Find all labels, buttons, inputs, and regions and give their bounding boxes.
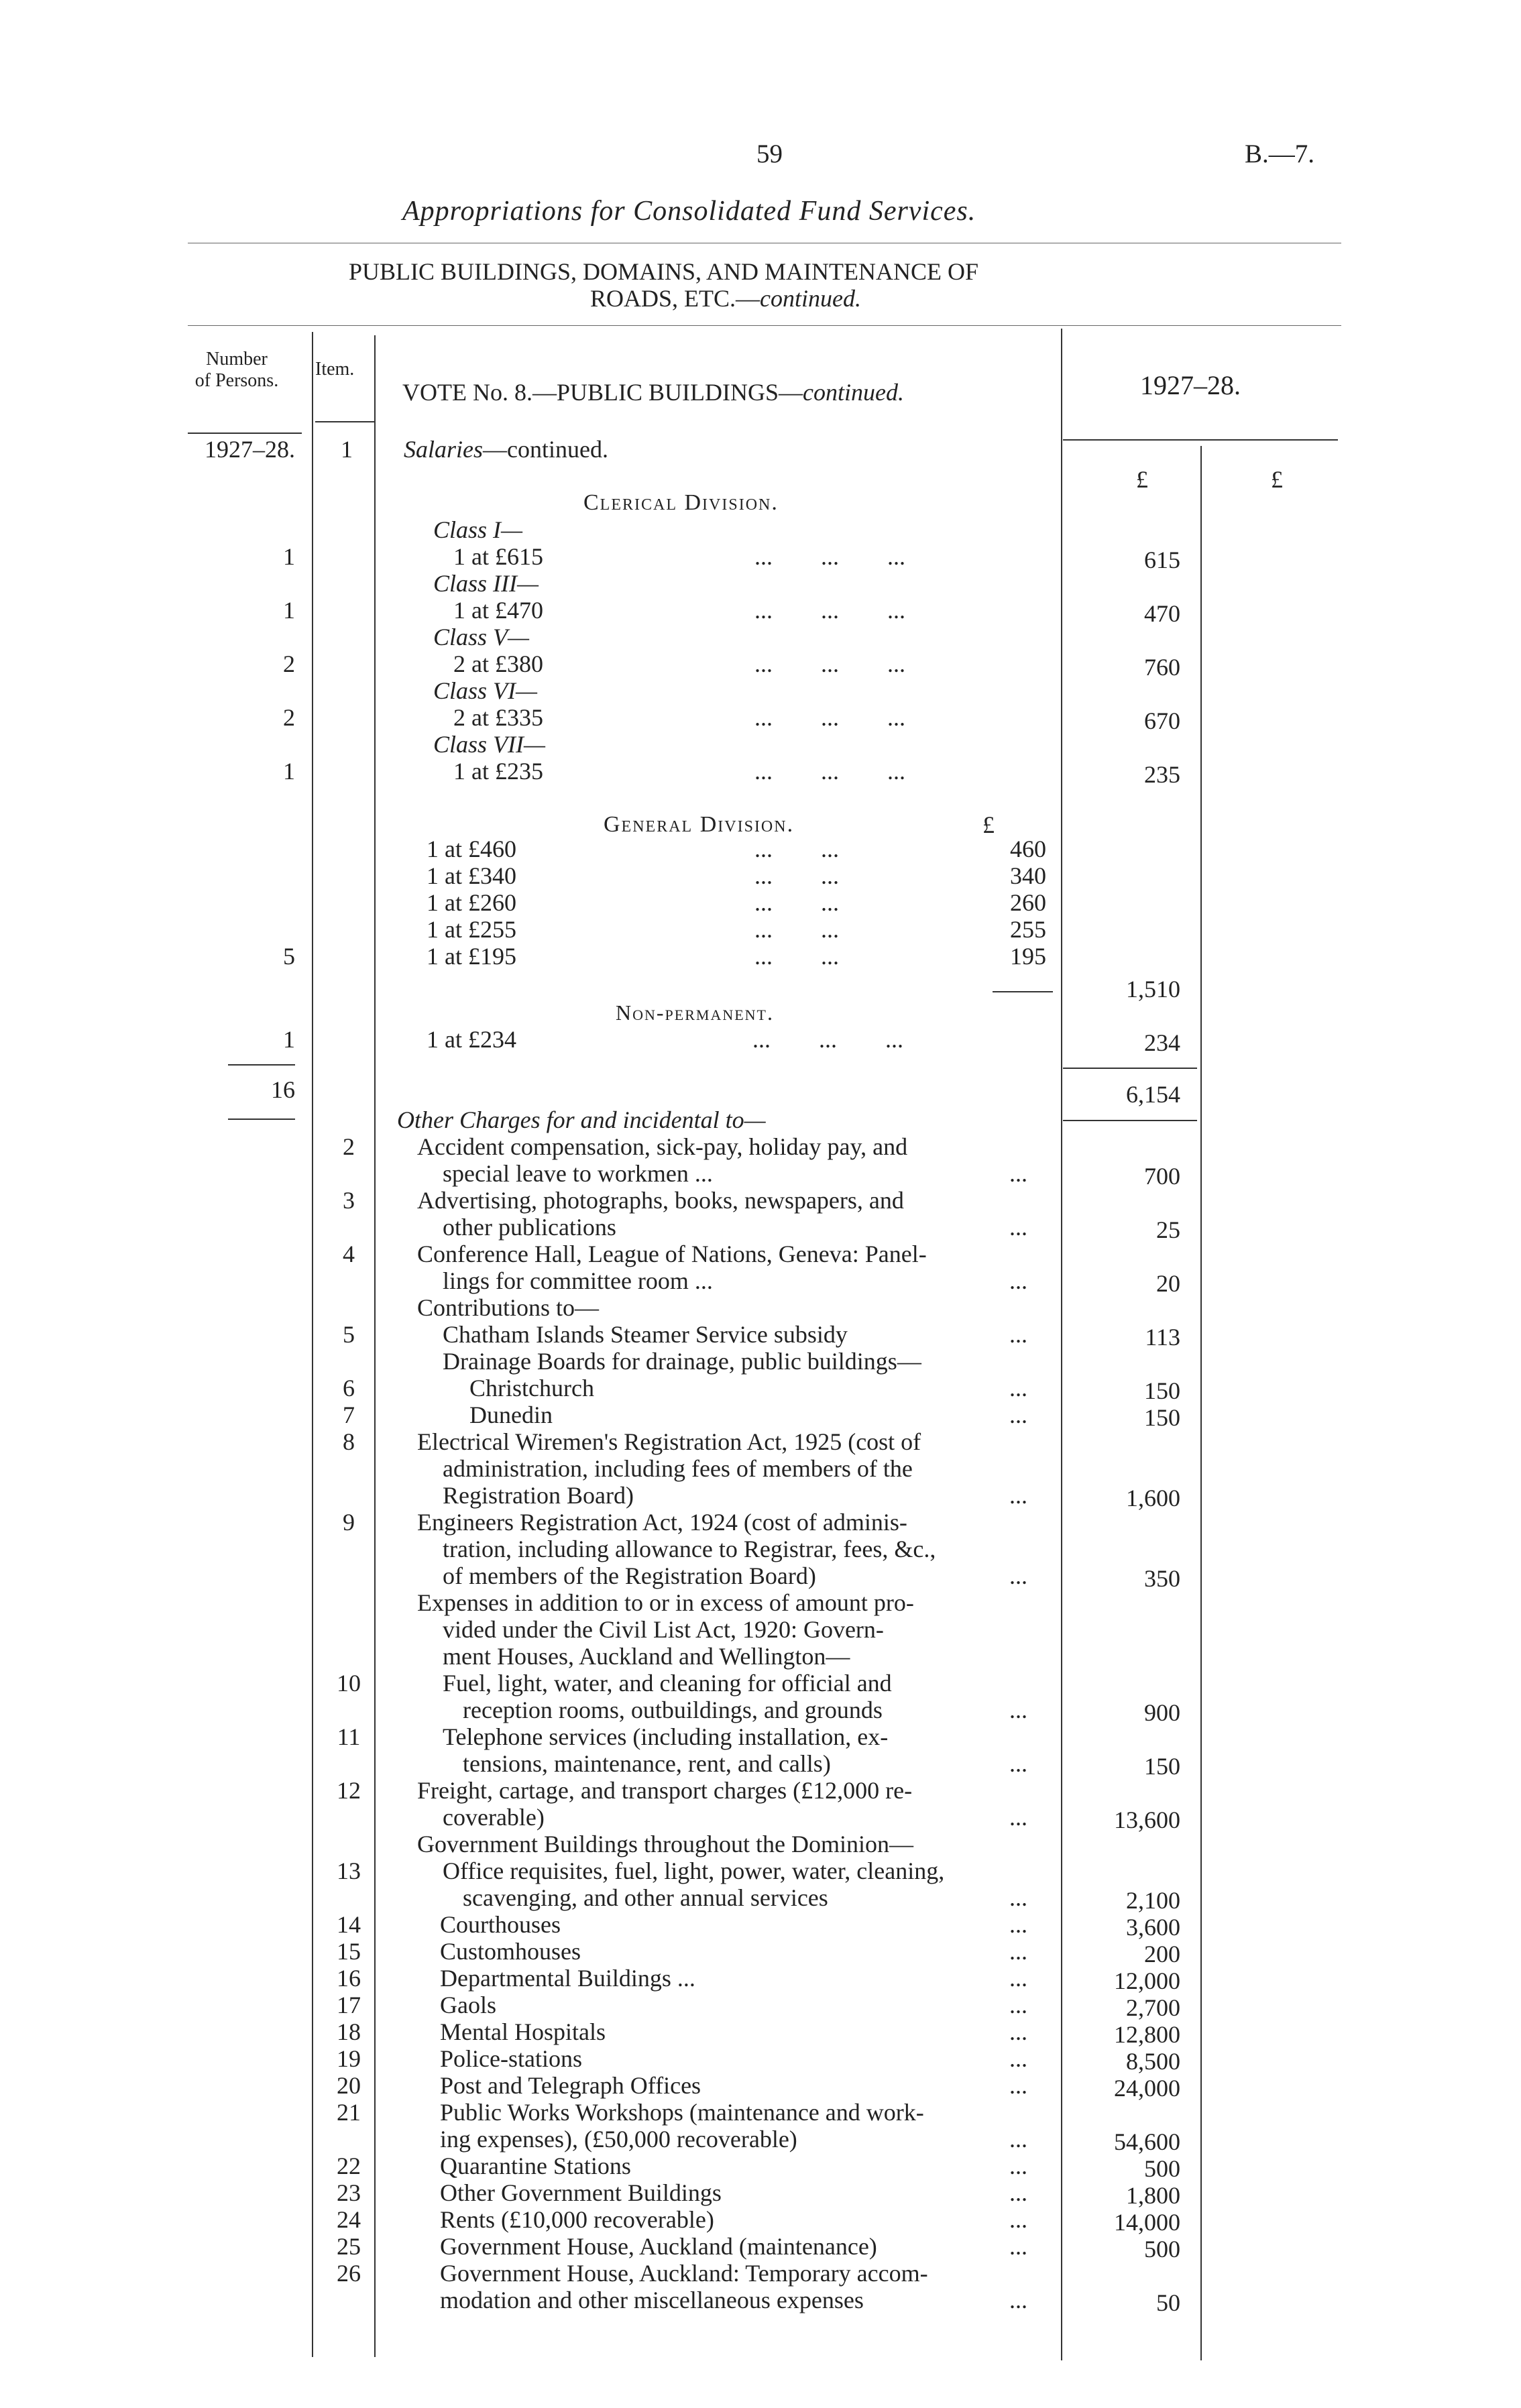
charge-description: Chatham Islands Steamer Service subsidy bbox=[443, 1321, 848, 1348]
section-title-line1: PUBLIC BUILDINGS, DOMAINS, AND MAINTENANCE OF bbox=[349, 258, 979, 285]
dot-leader: ... ... bbox=[754, 889, 839, 916]
persons-header bbox=[180, 349, 294, 392]
header-rule bbox=[188, 325, 1341, 326]
charge-description: Post and Telegraph Offices bbox=[440, 2072, 701, 2099]
charge-description: Contributions to— bbox=[417, 1294, 600, 1321]
charge-description: Freight, cartage, and transport charges (£12,000 re- bbox=[417, 1777, 913, 1804]
clerical-amount: 235 bbox=[1144, 761, 1180, 788]
amount-total-rule-top bbox=[1063, 1068, 1197, 1069]
general-line: 1 at £260 bbox=[427, 889, 516, 916]
dot-leader: ... ... ... bbox=[754, 543, 905, 570]
persons-year: 1927–28. bbox=[205, 436, 295, 463]
charge-amount: 500 bbox=[1144, 2155, 1180, 2182]
general-line: 1 at £460 bbox=[427, 836, 516, 862]
charge-amount: 900 bbox=[1144, 1699, 1180, 1726]
section-title-main: ROADS, ETC.— bbox=[590, 285, 760, 312]
general-line: 1 at £195 bbox=[427, 943, 516, 970]
item-number: 14 bbox=[337, 1911, 361, 1938]
dot-leader: ... bbox=[1009, 1214, 1027, 1241]
charge-description: Advertising, photographs, books, newspapers, and bbox=[417, 1187, 904, 1214]
charge-description: tration, including allowance to Registrar, fees, &c., bbox=[443, 1536, 936, 1562]
charge-amount: 24,000 bbox=[1114, 2075, 1180, 2102]
dot-leader: ... ... ... bbox=[754, 650, 905, 677]
dot-leader: ... bbox=[1009, 1992, 1027, 2018]
charge-description: Conference Hall, League of Nations, Geneva: Panel- bbox=[417, 1241, 927, 1267]
item-number: 26 bbox=[337, 2260, 361, 2287]
charge-description: Departmental Buildings ... bbox=[440, 1965, 695, 1992]
class-label: Class VI— bbox=[433, 677, 538, 704]
dot-leader: ... bbox=[1009, 1160, 1027, 1187]
charge-amount: 150 bbox=[1144, 1404, 1180, 1431]
item-number: 19 bbox=[337, 2045, 361, 2072]
pound-sign-2: £ bbox=[1271, 466, 1283, 493]
charge-description: Government Buildings throughout the Dominion— bbox=[417, 1831, 913, 1857]
item-number: 16 bbox=[337, 1965, 361, 1992]
year-header: 1927–28. bbox=[1140, 370, 1241, 400]
clerical-line: 1 at £470 bbox=[453, 597, 543, 624]
dot-leader: ... ... bbox=[754, 836, 839, 862]
general-division-heading: General Division. bbox=[604, 812, 795, 837]
dot-leader: ... bbox=[1009, 1965, 1027, 1992]
clerical-persons: 2 bbox=[283, 650, 295, 677]
item-number: 4 bbox=[343, 1241, 355, 1267]
charge-amount: 12,800 bbox=[1114, 2021, 1180, 2048]
total-amount: 6,154 bbox=[1126, 1081, 1180, 1108]
dot-leader: ... bbox=[1009, 1750, 1027, 1777]
class-label: Class V— bbox=[433, 624, 530, 650]
item-number: 8 bbox=[343, 1428, 355, 1455]
charge-description: Police-stations bbox=[440, 2045, 582, 2072]
pound-sign-1: £ bbox=[1136, 466, 1148, 493]
item-number: 11 bbox=[337, 1723, 361, 1750]
charge-amount: 14,000 bbox=[1114, 2209, 1180, 2236]
page-number: 59 bbox=[756, 139, 783, 168]
item-header: Item. bbox=[315, 359, 355, 380]
charge-description: Quarantine Stations bbox=[440, 2153, 631, 2179]
charge-amount: 500 bbox=[1144, 2236, 1180, 2262]
class-label: Class I— bbox=[433, 516, 523, 543]
charge-amount: 12,000 bbox=[1114, 1967, 1180, 1994]
general-total: 1,510 bbox=[1126, 976, 1180, 1002]
charge-description: of members of the Registration Board) bbox=[443, 1562, 816, 1589]
item-number: 18 bbox=[337, 2018, 361, 2045]
total-persons: 16 bbox=[271, 1076, 295, 1103]
item-number: 22 bbox=[337, 2153, 361, 2179]
charge-description: reception rooms, outbuildings, and grounds bbox=[463, 1697, 883, 1723]
item-number: 2 bbox=[343, 1133, 355, 1160]
charge-amount: 3,600 bbox=[1126, 1914, 1180, 1941]
clerical-amount: 615 bbox=[1144, 547, 1180, 573]
dot-leader: ... bbox=[1009, 2126, 1027, 2153]
dot-leader: ... bbox=[1009, 2018, 1027, 2045]
nonpermanent-amount: 234 bbox=[1144, 1029, 1180, 1056]
dot-leader: ... bbox=[1009, 2045, 1027, 2072]
charge-description: Other Government Buildings bbox=[440, 2179, 722, 2206]
dot-leader: ... bbox=[1009, 2233, 1027, 2260]
item-number: 25 bbox=[337, 2233, 361, 2260]
general-value: 195 bbox=[1010, 943, 1046, 970]
charge-description: Drainage Boards for drainage, public buildings— bbox=[443, 1348, 921, 1375]
charge-description: Government House, Auckland (maintenance) bbox=[440, 2233, 877, 2260]
nonpermanent-line: 1 at £234 bbox=[427, 1026, 516, 1053]
amount-total-rule-bottom bbox=[1063, 1120, 1197, 1121]
dot-leader: ... bbox=[1009, 2287, 1027, 2313]
item-number: 23 bbox=[337, 2179, 361, 2206]
charge-description: Expenses in addition to or in excess of amount pro- bbox=[417, 1589, 914, 1616]
persons-item-rule bbox=[312, 332, 313, 2357]
charge-description: Government House, Auckland: Temporary accom- bbox=[440, 2260, 928, 2287]
persons-total-rule-top bbox=[228, 1064, 295, 1066]
dot-leader: ... bbox=[1009, 2072, 1027, 2099]
persons-header-line1: Number bbox=[206, 349, 268, 369]
dot-leader: ... ... bbox=[754, 916, 839, 943]
charge-description: Customhouses bbox=[440, 1938, 581, 1965]
charge-description: Office requisites, fuel, light, power, water, cleaning, bbox=[443, 1857, 945, 1884]
charge-description: Fuel, light, water, and cleaning for official and bbox=[443, 1670, 892, 1697]
persons-header-line2: of Persons. bbox=[194, 370, 279, 391]
general-subtotal-rule bbox=[993, 991, 1053, 992]
item-number: 6 bbox=[343, 1375, 355, 1401]
charge-description: coverable) bbox=[443, 1804, 545, 1831]
item-number: 24 bbox=[337, 2206, 361, 2233]
clerical-amount: 670 bbox=[1144, 707, 1180, 734]
nonpermanent-leader: ... ... ... bbox=[752, 1026, 903, 1053]
item-number: 13 bbox=[337, 1857, 361, 1884]
charge-amount: 25 bbox=[1156, 1216, 1180, 1243]
charge-description: Dunedin bbox=[469, 1401, 553, 1428]
amount-column-rule bbox=[1200, 446, 1202, 2360]
charge-description: Telephone services (including installation, ex- bbox=[443, 1723, 889, 1750]
page-title: Appropriations for Consolidated Fund Services. bbox=[402, 196, 976, 227]
item-number: 9 bbox=[343, 1509, 355, 1536]
dot-leader: ... ... ... bbox=[754, 597, 905, 624]
charge-amount: 54,600 bbox=[1114, 2128, 1180, 2155]
general-value: 460 bbox=[1010, 836, 1046, 862]
vote-heading bbox=[402, 379, 904, 406]
item-number: 1 bbox=[341, 436, 353, 463]
year-header-rule bbox=[1063, 439, 1338, 441]
charge-description: Courthouses bbox=[440, 1911, 561, 1938]
charge-description: lings for committee room ... bbox=[443, 1267, 713, 1294]
charge-amount: 350 bbox=[1144, 1565, 1180, 1592]
dot-leader: ... bbox=[1009, 1375, 1027, 1401]
general-value: 255 bbox=[1010, 916, 1046, 943]
dot-leader: ... ... ... bbox=[754, 704, 905, 731]
nonpermanent-persons: 1 bbox=[283, 1026, 295, 1053]
dot-leader: ... ... bbox=[754, 943, 839, 970]
charge-description: vided under the Civil List Act, 1920: Govern- bbox=[443, 1616, 884, 1643]
text-amount-rule bbox=[1061, 329, 1062, 2360]
dot-leader: ... bbox=[1009, 2179, 1027, 2206]
item-number: 20 bbox=[337, 2072, 361, 2099]
item-number: 10 bbox=[337, 1670, 361, 1697]
charge-amount: 1,600 bbox=[1126, 1485, 1180, 1511]
charge-description: other publications bbox=[443, 1214, 616, 1241]
dot-leader: ... bbox=[1009, 2206, 1027, 2233]
charge-amount: 20 bbox=[1156, 1270, 1180, 1297]
clerical-line: 1 at £235 bbox=[453, 758, 543, 785]
charge-description: Mental Hospitals bbox=[440, 2018, 606, 2045]
class-label: Class III— bbox=[433, 570, 539, 597]
dot-leader: ... bbox=[1009, 1911, 1027, 1938]
section-title-continued: continued. bbox=[760, 285, 861, 312]
charge-description: Engineers Registration Act, 1924 (cost of adminis- bbox=[417, 1509, 907, 1536]
salaries-heading bbox=[404, 436, 608, 463]
charge-amount: 13,600 bbox=[1114, 1807, 1180, 1833]
clerical-persons: 1 bbox=[283, 758, 295, 785]
charge-description: administration, including fees of members of the bbox=[443, 1455, 913, 1482]
persons-header-rule bbox=[188, 433, 302, 434]
general-line: 1 at £255 bbox=[427, 916, 516, 943]
clerical-amount: 760 bbox=[1144, 654, 1180, 681]
charge-amount: 8,500 bbox=[1126, 2048, 1180, 2075]
item-number: 3 bbox=[343, 1187, 355, 1214]
charge-description: Accident compensation, sick-pay, holiday pay, and bbox=[417, 1133, 908, 1160]
dot-leader: ... bbox=[1009, 1401, 1027, 1428]
charge-amount: 700 bbox=[1144, 1163, 1180, 1190]
other-charges-heading: Other Charges for and incidental to— bbox=[397, 1106, 766, 1133]
nonpermanent-heading: Non-permanent. bbox=[616, 1000, 774, 1025]
dot-leader: ... ... ... bbox=[754, 758, 905, 785]
dot-leader: ... bbox=[1009, 1697, 1027, 1723]
item-text-rule bbox=[374, 335, 376, 2357]
dot-leader: ... bbox=[1009, 2153, 1027, 2179]
charge-description: tensions, maintenance, rent, and calls) bbox=[463, 1750, 831, 1777]
general-line: 1 at £340 bbox=[427, 862, 516, 889]
clerical-persons: 1 bbox=[283, 543, 295, 570]
clerical-line: 1 at £615 bbox=[453, 543, 543, 570]
dot-leader: ... bbox=[1009, 1267, 1027, 1294]
charge-description: Electrical Wiremen's Registration Act, 1925 (cost of bbox=[417, 1428, 921, 1455]
item-header-rule bbox=[315, 421, 376, 422]
charge-description: Public Works Workshops (maintenance and work- bbox=[440, 2099, 924, 2126]
salaries-heading-continued: —continued. bbox=[483, 436, 608, 463]
charge-amount: 200 bbox=[1144, 1941, 1180, 1967]
clerical-persons: 1 bbox=[283, 597, 295, 624]
dot-leader: ... bbox=[1009, 1938, 1027, 1965]
general-value: 340 bbox=[1010, 862, 1046, 889]
general-persons: 5 bbox=[283, 943, 295, 970]
class-label: Class VII— bbox=[433, 731, 546, 758]
document-code: B.—7. bbox=[1245, 139, 1315, 168]
item-number: 12 bbox=[337, 1777, 361, 1804]
clerical-line: 2 at £335 bbox=[453, 704, 543, 731]
charge-amount: 113 bbox=[1145, 1324, 1180, 1351]
vote-heading-main: VOTE No. 8.—PUBLIC BUILDINGS— bbox=[402, 379, 803, 406]
clerical-amount: 470 bbox=[1144, 600, 1180, 627]
general-value: 260 bbox=[1010, 889, 1046, 916]
charge-description: Rents (£10,000 recoverable) bbox=[440, 2206, 714, 2233]
persons-total-rule-bottom bbox=[228, 1119, 295, 1120]
dot-leader: ... bbox=[1009, 1884, 1027, 1911]
item-number: 17 bbox=[337, 1992, 361, 2018]
salaries-heading-label: Salaries bbox=[404, 436, 484, 463]
charge-description: scavenging, and other annual services bbox=[463, 1884, 828, 1911]
dot-leader: ... bbox=[1009, 1482, 1027, 1509]
charge-amount: 1,800 bbox=[1126, 2182, 1180, 2209]
dot-leader: ... bbox=[1009, 1804, 1027, 1831]
charge-description: ing expenses), (£50,000 recoverable) bbox=[440, 2126, 797, 2153]
dot-leader: ... ... bbox=[754, 862, 839, 889]
charge-description: modation and other miscellaneous expenses bbox=[440, 2287, 864, 2313]
charge-description: Registration Board) bbox=[443, 1482, 634, 1509]
charge-description: ment Houses, Auckland and Wellington— bbox=[443, 1643, 850, 1670]
clerical-persons: 2 bbox=[283, 704, 295, 731]
charge-amount: 50 bbox=[1156, 2289, 1180, 2316]
vote-heading-continued: continued. bbox=[803, 379, 904, 406]
charge-description: Christchurch bbox=[469, 1375, 594, 1401]
item-number: 21 bbox=[337, 2099, 361, 2126]
dot-leader: ... bbox=[1009, 1321, 1027, 1348]
clerical-line: 2 at £380 bbox=[453, 650, 543, 677]
charge-description: special leave to workmen ... bbox=[443, 1160, 713, 1187]
item-number: 15 bbox=[337, 1938, 361, 1965]
item-number: 7 bbox=[343, 1401, 355, 1428]
general-pound-sign: £ bbox=[982, 811, 995, 838]
charge-amount: 150 bbox=[1144, 1377, 1180, 1404]
charge-description: Gaols bbox=[440, 1992, 496, 2018]
item-number: 5 bbox=[343, 1321, 355, 1348]
dot-leader: ... bbox=[1009, 1562, 1027, 1589]
charge-amount: 2,700 bbox=[1126, 1994, 1180, 2021]
section-title-line2 bbox=[590, 285, 861, 312]
charge-amount: 150 bbox=[1144, 1753, 1180, 1780]
clerical-division-heading: Clerical Division. bbox=[583, 490, 779, 515]
charge-amount: 2,100 bbox=[1126, 1887, 1180, 1914]
